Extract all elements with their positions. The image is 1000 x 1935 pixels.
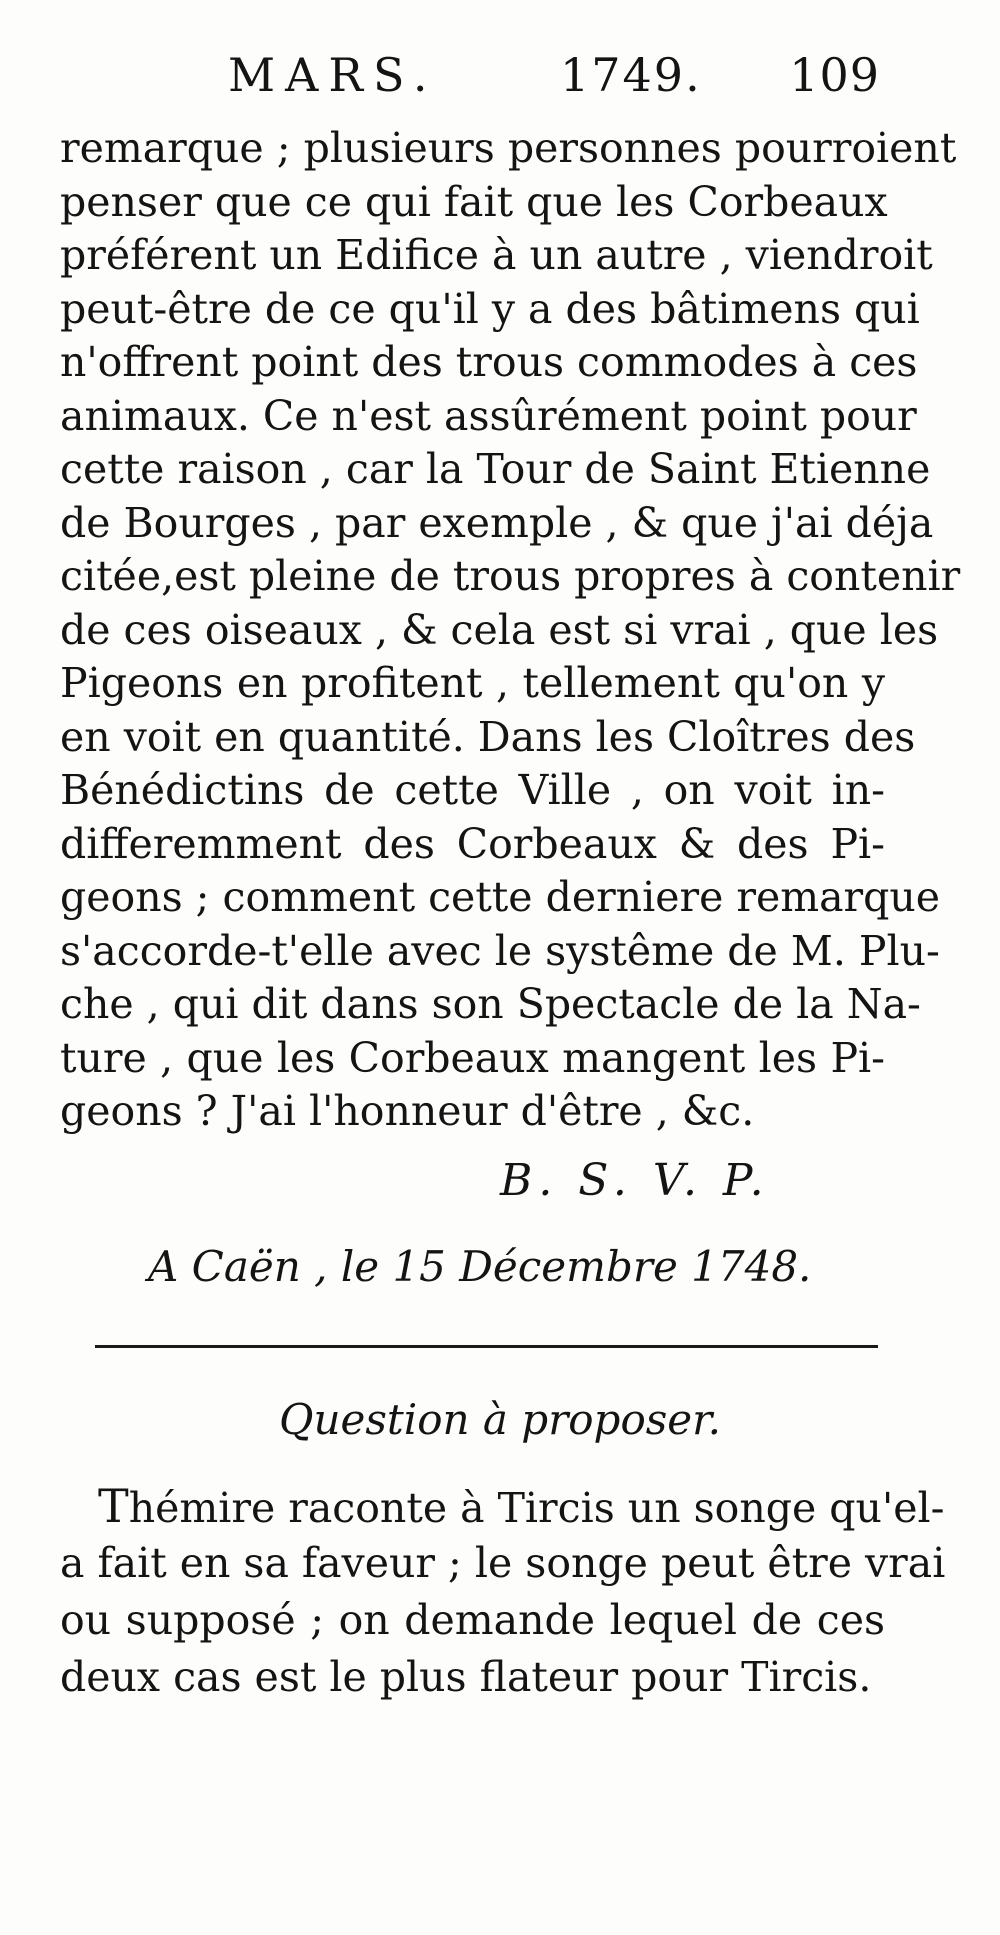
text-line: ture , que les Corbeaux mangent les Pi-: [60, 1033, 885, 1082]
text-line: hémire raconte à Tircis un songe qu'el-: [128, 1484, 945, 1532]
question-first-line: [60, 1478, 945, 1535]
text-line: deux cas est le plus flateur pour Tircis.: [60, 1653, 872, 1701]
text-line: peut-être de ce qu'il y a des bâtimens qui: [60, 284, 920, 333]
header-month: MARS.: [228, 48, 438, 102]
text-line: de Bourges , par exemple , & que j'ai déja: [60, 498, 934, 547]
text-line: ou supposé ; on demande lequel de ces: [60, 1596, 885, 1644]
text-line: de ces oiseaux , & cela est si vrai , que les: [60, 605, 939, 654]
question-heading: Question à proposer.: [279, 1395, 721, 1444]
text-line: cette raison , car la Tour de Saint Etienne: [60, 445, 931, 493]
running-header: [60, 48, 880, 108]
text-line: a fait en sa faveur ; le songe peut être vrai: [60, 1539, 946, 1587]
initial-letter: T: [98, 1479, 129, 1533]
letter-body: [60, 122, 961, 1139]
text-line: n'offrent point des trous commodes à ces: [60, 338, 918, 386]
text-line: citée,est pleine de trous propres à contenir: [60, 552, 961, 600]
text-line: penser que ce qui fait que les Corbeaux: [60, 177, 888, 226]
text-line: remarque ; plusieurs personnes pourroient: [60, 124, 957, 172]
section-divider: [95, 1345, 878, 1348]
text-line: geons ? J'ai l'honneur d'être , &c.: [60, 1087, 755, 1135]
question-body: [60, 1478, 946, 1706]
text-line: geons ; comment cette derniere remarque: [60, 873, 941, 921]
text-line: Pigeons en profitent , tellement qu'on y: [60, 659, 885, 707]
letter-place-date: A Caën , le 15 Décembre 1748.: [148, 1242, 812, 1291]
text-line: che , qui dit dans son Spectacle de la Na-: [60, 980, 921, 1028]
header-year: 1749.: [560, 48, 702, 102]
text-line: préférent un Edifice à un autre , viendroit: [60, 231, 933, 279]
text-line: en voit en quantité. Dans les Cloîtres des: [60, 712, 916, 761]
text-line: Bénédictins de cette Ville , on voit in-: [60, 766, 885, 814]
text-line: s'accorde-t'elle avec le systême de M. Plu-: [60, 926, 940, 975]
text-line: animaux. Ce n'est assûrément point pour: [60, 391, 917, 440]
page-number: 109: [789, 48, 880, 102]
text-line: differemment des Corbeaux & des Pi-: [60, 819, 885, 868]
letter-signature: B. S. V. P.: [500, 1155, 770, 1206]
